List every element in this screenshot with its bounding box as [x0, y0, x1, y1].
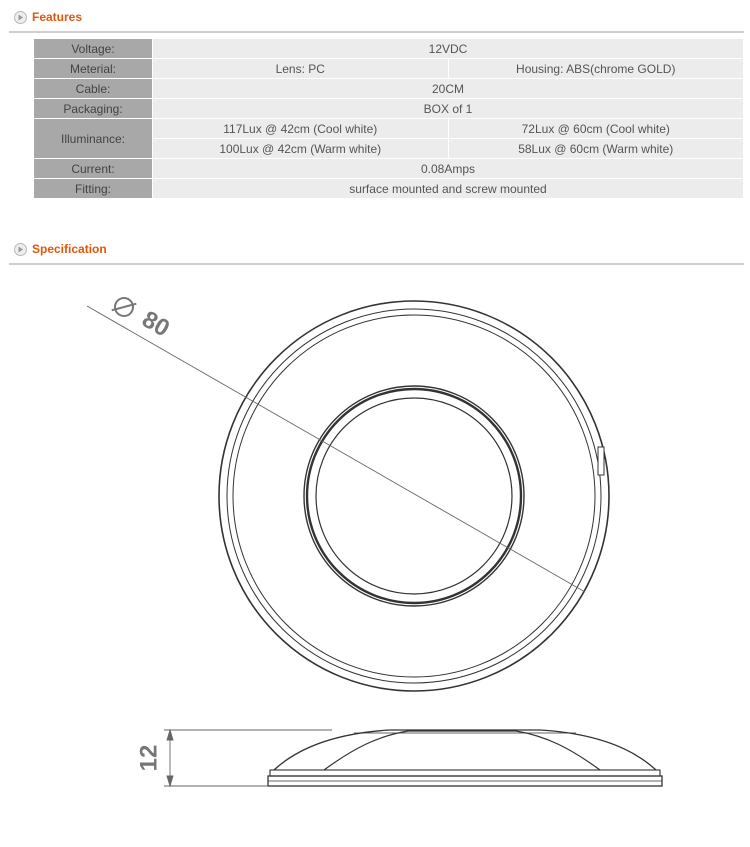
material-label: Meterial: [34, 59, 153, 79]
current-value: 0.08Amps [153, 159, 744, 179]
voltage-label: Voltage: [34, 39, 153, 59]
product-drawing [0, 270, 750, 830]
material-lens: Lens: PC [153, 59, 449, 79]
illuminance-value: 117Lux @ 42cm (Cool white) [153, 119, 449, 139]
cable-value: 20CM [153, 79, 744, 99]
packaging-value: BOX of 1 [153, 99, 744, 119]
features-header [14, 10, 82, 24]
voltage-value: 12VDC [153, 39, 744, 59]
specification-header [14, 242, 107, 256]
cable-label: Cable: [34, 79, 153, 99]
illuminance-label: Illuminance: [34, 119, 153, 159]
top-view [219, 301, 609, 691]
specification-divider [9, 263, 744, 265]
current-label: Current: [34, 159, 153, 179]
side-view [268, 730, 662, 786]
features-title: Features [32, 10, 83, 24]
play-circle-icon [14, 11, 27, 24]
table-row [34, 39, 744, 59]
fitting-value: surface mounted and screw mounted [153, 179, 744, 199]
table-row [34, 99, 744, 119]
height-dimension [164, 730, 332, 786]
play-circle-icon [14, 243, 27, 256]
packaging-label: Packaging: [34, 99, 153, 119]
table-row [34, 159, 744, 179]
table-row [34, 59, 744, 79]
diameter-symbol-icon [112, 295, 137, 320]
illuminance-value: 58Lux @ 60cm (Warm white) [448, 139, 744, 159]
table-row [34, 79, 744, 99]
diameter-label: 80 [137, 305, 175, 343]
material-housing: Housing: ABS(chrome GOLD) [448, 59, 744, 79]
table-row [34, 179, 744, 199]
fitting-label: Fitting: [34, 179, 153, 199]
table-row [34, 119, 744, 139]
features-divider [9, 31, 744, 33]
illuminance-value: 100Lux @ 42cm (Warm white) [153, 139, 449, 159]
features-table [33, 38, 744, 199]
height-label: 12 [135, 744, 163, 772]
specification-title: Specification [32, 242, 107, 256]
illuminance-value: 72Lux @ 60cm (Cool white) [448, 119, 744, 139]
